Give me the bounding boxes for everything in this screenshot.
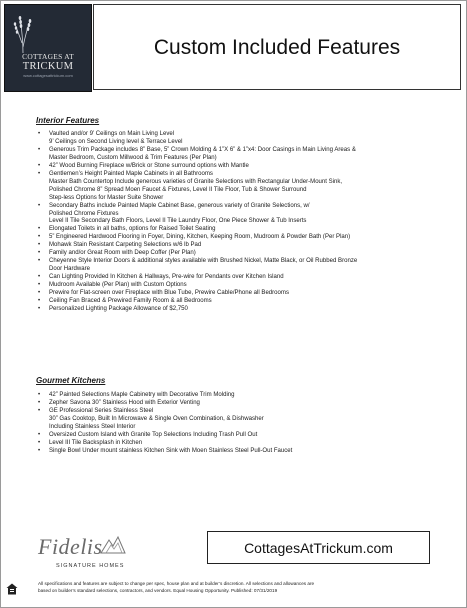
gourmet-kitchens-heading: Gourmet Kitchens (36, 376, 106, 385)
fidelis-logo (34, 528, 130, 578)
feature-text: Master Bedroom, Custom Millwood & Trim Features (Per Plan) (49, 154, 217, 161)
feature-text: • Gentlemen’s Height Painted Maple Cabinets in all Bathrooms (49, 170, 213, 177)
disclaimer-line-2: based on builder’s standard selections, contractors, and vendors. Equal Housing Opportunity. Published: 07/31/2019 (38, 587, 278, 593)
feature-text: Master Bath Countertop Include generous varieties of Granite Selections with Rectangular Under-Mount Sink, (49, 178, 343, 185)
feature-item (36, 408, 451, 432)
feature-text: • 42” Painted Selections Maple Cabinetry with Decorative Trim Molding (49, 392, 235, 398)
title-box (93, 4, 461, 90)
feature-text: Level II Tile Secondary Bath Floors, Level II Tile Laundry Floor, One Piece Shower & Tub Inserts (49, 218, 307, 225)
lavender-sprig-icon (12, 13, 34, 53)
feature-text: • Mudroom Available (Per Plan) with Custom Options (49, 282, 187, 289)
gourmet-kitchens-list (36, 392, 451, 456)
feature-text: • Ceiling Fan Braced & Prewired Family Room & all Bedrooms (49, 298, 212, 305)
feature-text: • GE Professional Series Stainless Steel (49, 407, 154, 414)
feature-item (36, 392, 451, 400)
feature-text: • Prewire for Flat-screen over Fireplace with Blue Tube, Prewire Cable/Phone all Bedrooms (49, 290, 289, 297)
feature-text: • Oversized Custom Island with Granite Top Selections Including Trash Pull Out (49, 431, 258, 438)
feature-item (36, 400, 451, 408)
feature-item (36, 242, 451, 250)
feature-item (36, 131, 451, 147)
feature-item (36, 448, 451, 456)
logo-url: www.cottagesattrickum.com (23, 73, 73, 78)
feature-text: • Family and/or Great Room with Deep Coffer (Per Plan) (49, 250, 196, 257)
feature-text: Including Stainless Steel Interior (49, 423, 136, 430)
disclaimer-line-1: All specifications and features are subject to change per spec, house plan and at builder’s discretion. All selections and allowances are (38, 581, 315, 586)
feature-item (36, 234, 451, 242)
feature-item (36, 250, 451, 258)
feature-text: 30” Gas Cooktop, Built In Microwave & Single Oven Combination, & Dishwasher (49, 415, 264, 422)
feature-item (36, 258, 451, 274)
feature-text: • Can Lighting Provided In Kitchen & Hallways, Pre-wire for Pendants over Kitchen Island (49, 274, 284, 281)
feature-text: • 5” Engineered Hardwood Flooring in Foyer, Dining, Kitchen, Keeping Room, Mudroom & Powder Bath (Per Plan) (49, 234, 351, 241)
logo-line-1: COTTAGES AT (22, 52, 74, 61)
interior-features-list (36, 131, 451, 314)
page-title: Custom Included Features (153, 36, 401, 59)
builder-subtitle: SIGNATURE HOMES (56, 563, 125, 569)
feature-item (36, 298, 451, 306)
logo-wordmark (5, 52, 91, 73)
feature-item (36, 306, 451, 314)
feature-text: • Mohawk Stain Resistant Carpeting Selections w/6 lb Pad (49, 242, 202, 249)
feature-text: • Zepher Savona 30” Stainless Hood with Exterior Venting (49, 399, 200, 406)
feature-text: • Vaulted and/or 9’ Ceilings on Main Living Level (49, 131, 175, 137)
feature-item (36, 226, 451, 234)
feature-text: • Cheyenne Style Interior Doors & additional styles available with Brushed Nickel, Matte Black, or Oil Rubbed Bronze (49, 258, 358, 265)
website-link[interactable]: CottagesAtTrickum.com (244, 540, 393, 556)
feature-text: • Generous Trim Package includes 8” Base, 5” Crown Molding & 1”X 6” & 1”x4: Door Casings in Main Living Areas & (49, 146, 356, 153)
feature-text: 9’ Ceilings on Second Living level & Terrace Level (49, 138, 183, 145)
logo-line-2: TRICKUM (22, 61, 74, 72)
feature-text: • Elongated Toilets in all baths, options for Raised Toilet Seating (49, 226, 216, 233)
feature-text: Door Hardware (49, 266, 90, 273)
feature-item (36, 203, 451, 227)
cottages-logo (4, 4, 92, 92)
equal-housing-icon (6, 583, 18, 595)
feature-text: • Personalized Lighting Package Allowance of $2,750 (49, 305, 188, 312)
feature-text: Polished Chrome Fixtures (49, 210, 119, 217)
feature-item (36, 274, 451, 282)
feature-text: Polished Chrome 8” Spread Moen Faucet & Fixtures, Level II Tile Floor, Tub & Shower Surround (49, 186, 307, 193)
website-box[interactable] (207, 531, 430, 564)
feature-item (36, 171, 451, 203)
feature-text: • Secondary Baths include Painted Maple Cabinet Base, generous variety of Granite Selections, w/ (49, 202, 310, 209)
interior-features-heading: Interior Features (36, 116, 100, 125)
feature-text: • Level III Tile Backsplash in Kitchen (49, 439, 143, 446)
feature-item (36, 163, 451, 171)
feature-item (36, 290, 451, 298)
builder-name: Fidelis (38, 534, 103, 559)
feature-item (36, 440, 451, 448)
feature-item (36, 282, 451, 290)
feature-text: Step-less Options for Master Suite Shower (49, 194, 164, 201)
disclaimer (38, 581, 458, 594)
feature-text: • 42” Wood Burning Fireplace w/Brick or Stone surround options with Mantle (49, 162, 249, 169)
mountain-peaks-icon (100, 532, 126, 554)
feature-item (36, 147, 451, 163)
feature-text: • Single Bowl Under mount stainless Kitchen Sink with Moen Stainless Steel Pull-Out Faucet (49, 447, 293, 454)
feature-item (36, 432, 451, 440)
